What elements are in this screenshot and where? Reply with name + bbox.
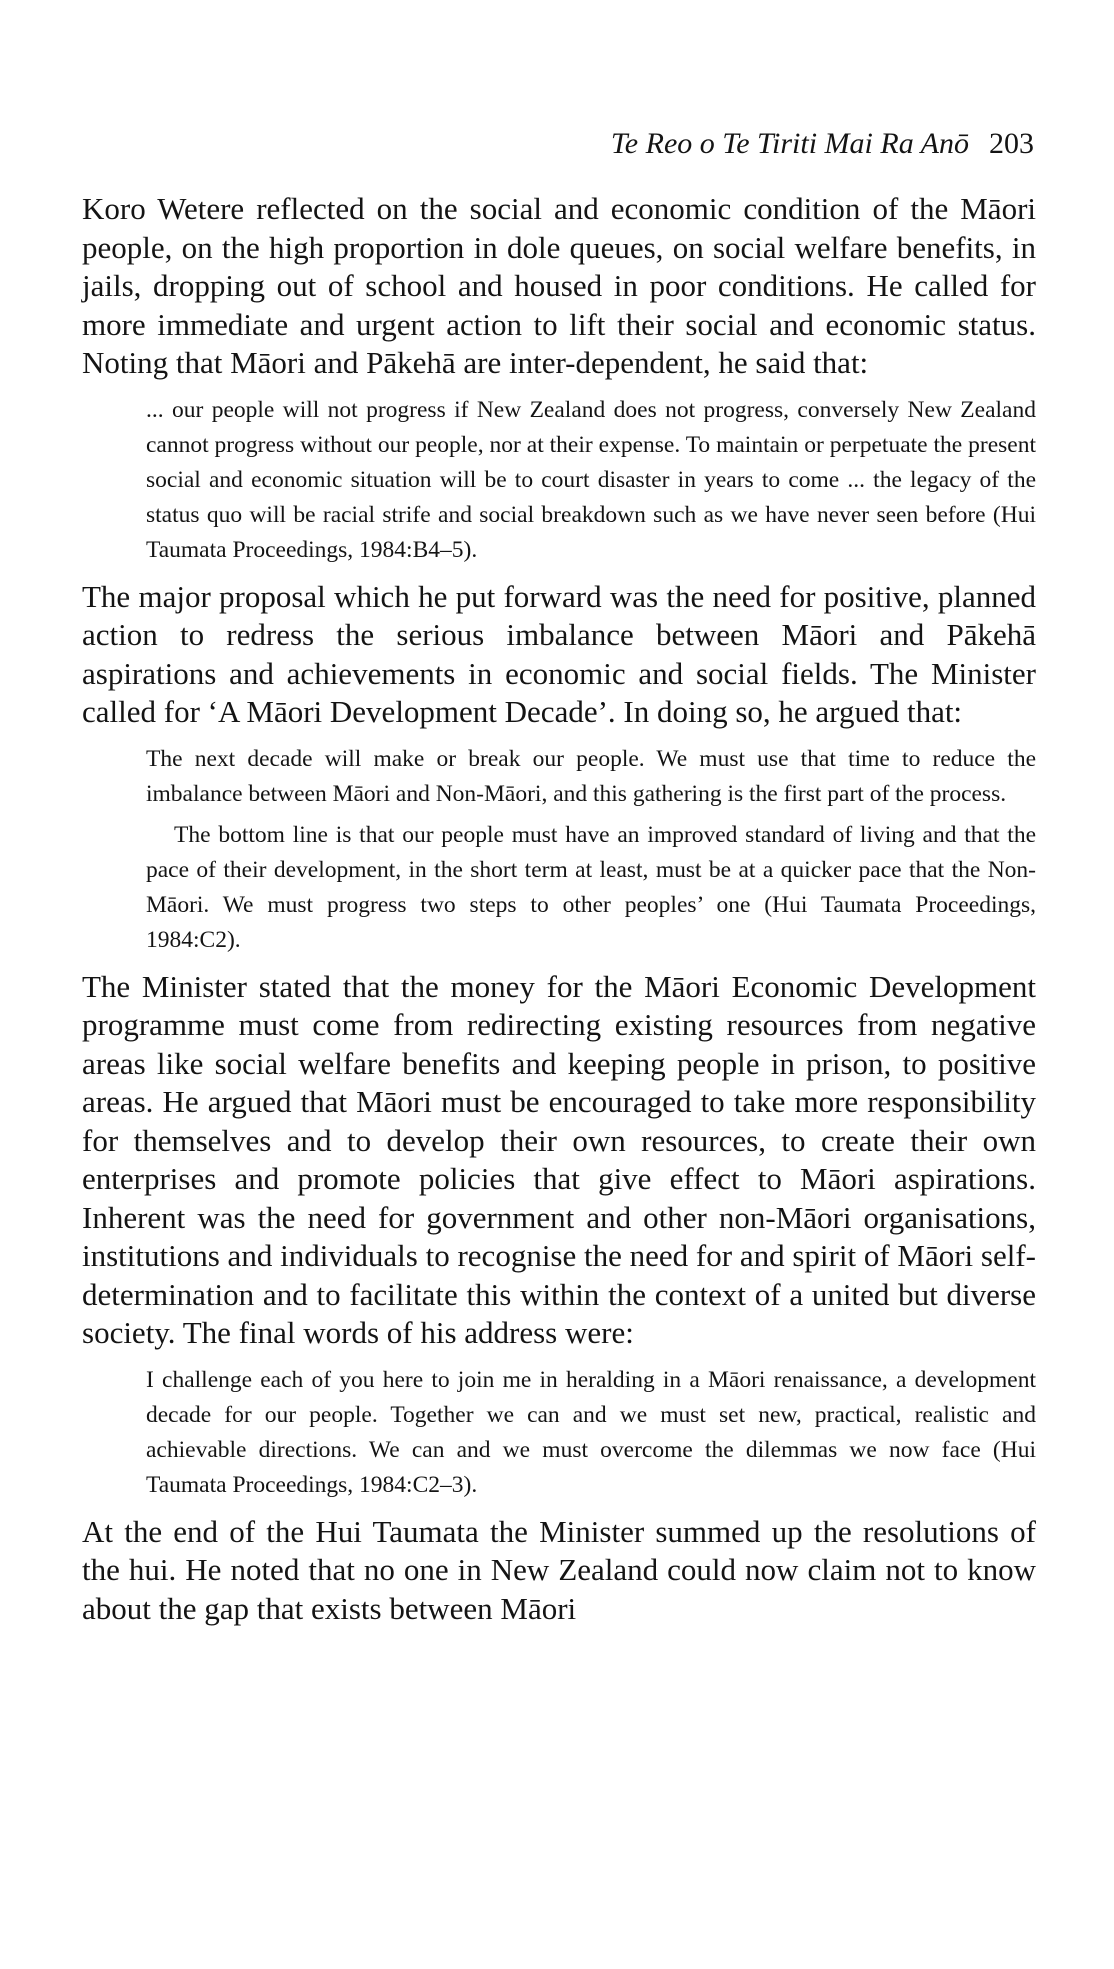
running-head-title: Te Reo o Te Tiriti Mai Ra Anō — [610, 127, 969, 160]
block-quote-2-para-1: The next decade will make or break our people. We must use that time to reduce the imbalance between Māori and Non-Māori, and this gathering is the first part of the process. — [146, 745, 1036, 807]
paragraph-2: The major proposal which he put forward was the need for positive, planned action to redress the serious imbalance between Māori and Pākehā aspirations and achievements in economic and social fields. The Minister called for ‘A Māori Development Decade’. In doing so, he argued that: — [82, 578, 1036, 729]
paragraph-1: Koro Wetere reflected on the social and economic condition of the Māori people, on the high proportion in dole queues, on social welfare benefits, in jails, dropping out of school and housed in poor conditions. He called for more immediate and urgent action to lift their social and economic status. Noting that Māori and Pākehā are inter-dependent, he said that: — [82, 191, 1036, 380]
block-quote-2 — [146, 742, 1036, 958]
block-quote-2-para-2: The bottom line is that our people must have an improved standard of living and that the pace of their development, in the short term at least, must be at a quicker pace that the Non-Māori. We must progress two steps to other peoples’ one (Hui Taumata Proceedings, 1984:C2). — [146, 821, 1036, 953]
block-quote-1-text: ... our people will not progress if New Zealand does not progress, conversely New Zealand cannot progress without our people, nor at their expense. To maintain or perpetuate the present social and economic situation will be to court disaster in years to come ... the legacy of the status quo will be racial strife and social breakdown such as we have never seen before (Hui Taumata Proceedings, 1984:B4–5). — [146, 396, 1036, 563]
paragraph-3: The Minister stated that the money for the Māori Economic Development programme must come from redirecting existing resources from negative areas like social welfare benefits and keeping people in prison, to positive areas. He argued that Māori must be encouraged to take more responsibility for themselves and to develop their own resources, to create their own enterprises and promote policies that give effect to Māori aspirations. Inherent was the need for government and other non-Māori organisations, institutions and individuals to recognise the need for and spirit of Māori self-determination and to facilitate this within the context of a united but diverse society. The final words of his address were: — [82, 968, 1036, 1350]
page-number: 203 — [989, 127, 1034, 160]
block-quote-3 — [146, 1363, 1036, 1503]
page-body — [82, 190, 1036, 1628]
block-quote-1 — [146, 393, 1036, 568]
block-quote-3-text: I challenge each of you here to join me in heralding in a Māori renaissance, a development decade for our people. Together we can and we must set new, practical, realistic and achievable directions. We can and we must overcome the dilemmas we now face (Hui Taumata Proceedings, 1984:C2–3). — [146, 1366, 1036, 1498]
running-head — [611, 126, 1034, 162]
paragraph-4: At the end of the Hui Taumata the Minister summed up the resolutions of the hui. He noted that no one in New Zealand could now claim not to know about the gap that exists between Māori — [82, 1513, 1036, 1626]
